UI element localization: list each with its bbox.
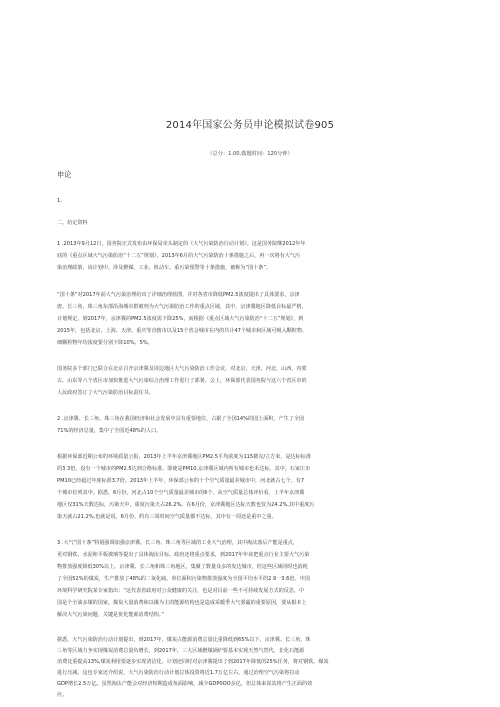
paragraph-line: 细颗粒物年均浓度要分别下降10%、5%。 bbox=[57, 340, 153, 346]
paragraph-line: 计划规定，到2017年，京津冀的PM2.5浓度需下降25%，而根据《重点区域大气污染防治“十二五”规划》，到 bbox=[57, 316, 304, 322]
paragraph-line: 染治理政策，该计划中，涉及燃煤、工业、机动车、重污染预警等十条措施，被称为“国十条”。 bbox=[57, 265, 272, 271]
question-number: 1. bbox=[57, 198, 62, 204]
paragraph-line: 71%的经济总量，集中了全国近48%的人口。 bbox=[57, 428, 162, 434]
paragraph-line: 1 .2013年9月12日，国务院正式发布由环保局牵头制定的《大气污染防治行动计划》。这是国务院继2012年年 bbox=[57, 241, 306, 247]
section-heading: 申论 bbox=[57, 170, 72, 179]
paragraph-line: 的3.3倍，没有一个城市的PM2.5达到合格标准。即使是PM10,京津冀区域内所有城市也未达标。其中，石家庄市 bbox=[57, 466, 311, 472]
paragraph-line: 2015年，包括北京、上海、天津、重庆等直辖市以及15个省会城市在内的共计47个城市和区域可吸入颗粒物、 bbox=[57, 328, 308, 334]
exam-meta: （总分：1.00,做题时间：120分钟） bbox=[207, 151, 293, 157]
paragraph-line: 环境科学研究院某专家指出：“这代表省政府对公众健康的关注，也是对目前一些不可持续发展方式的反思，中 bbox=[57, 588, 305, 594]
paragraph-line: 根据环保部近期公布的环境质量公报，2013年上半年京津冀地区PM2.5平均浓度为115微克/立方米，是达标标准 bbox=[57, 454, 311, 460]
paragraph-line: 国是个全油多煤的国家，煤炭大量消费和以煤为主的能源结构也是造成采暖季大气雾霾的重要原因，要从根本上 bbox=[57, 600, 307, 606]
paragraph-line: 人民政府签订了大气污染防治目标责任书。 bbox=[57, 390, 154, 396]
paragraph-line: 更对钢铁、水泥和平板玻璃等提出了具体淘汰目标。政府还将重点要求，到2017年年底把重点行业主要大气污染 bbox=[57, 552, 310, 558]
paragraph-line: 解决大气污染问题，关键是优化能源消费结构。” bbox=[57, 612, 165, 618]
document-title: 2014年国家公务员申论模拟试卷905 bbox=[165, 120, 335, 131]
paragraph-line: 染天就占21.2%,也就是说，6月份，约有三周时间空气质量都不达标，其中有一周还是重中之重。 bbox=[57, 514, 277, 520]
paragraph-line: 应。 bbox=[57, 692, 68, 698]
paragraph-line: 底的《重点区域大气污染防治“十二五”规划》，2013年6月的大气污染防治十条措施之后，再一次将有大气污 bbox=[57, 253, 301, 259]
paragraph-line: 个城市位列其中。据悉，6月份，河北占10个空气质量最差城市的6个，从空气质量总体评价看，上半年京津冀 bbox=[57, 490, 305, 496]
paragraph-line: 物排放强度降低30%以上，京津冀、长三角和珠三角地区，集聚了数量众多的发达城市，但这些区域同时也消耗 bbox=[57, 564, 308, 570]
paragraph-line: 国务院多个部门已联合在北京召开京津冀及周边地区大气污染防治工作会议，对北京、天津、河北、山西、内蒙 bbox=[57, 366, 307, 372]
paragraph-line: 唐、长三角、珠三角东部沿海城市群被列为大气污染防治工作的重点区域，其中，京津冀地区降低目标最严格， bbox=[57, 304, 307, 310]
paragraph-line: 地区仅31%天数达标，污染天中，重度污染天占26.2%。在6月份，京津冀地区达标天数也仅为24.2%,其中重度污 bbox=[57, 502, 315, 508]
paragraph-line: 消费比重提高13%,煤炭利用要逐步实现清洁化。计划还同时对京津冀提出了到2017年降低的25%任务，将对钢铁、煤炭 bbox=[57, 659, 329, 665]
given-material-title: 二、给定资料 bbox=[57, 220, 88, 226]
paragraph-line: 3 .大气“国十条”特别强调加强京津冀、长三角、珠三角等区域的工业大气治理，其中淘汰落后产能是重点， bbox=[57, 540, 298, 546]
paragraph-line: 三角等区域力争实现煤炭消费总量负增长，到2017年，三大区域燃煤锅炉要基本实现天然气替代，非化石能源 bbox=[57, 648, 305, 654]
paragraph-line: “国十条”对2017年前大气污染治理给出了详细治理蓝图，并对各省市降低PM2.5浓度提出了具体要求，京津 bbox=[57, 292, 300, 298]
paragraph-line: PM10已经超过年度标准3.7倍。2013年上半年，环保部公布的十个空气质量最差城市中，河北就占七个。有7 bbox=[57, 478, 305, 484]
paragraph-line: 2 .京津冀、长三角、珠三角在我国经济和社会发展中具有重要地位，占据了全国14%的国土面积，产生了全国 bbox=[57, 416, 305, 422]
paragraph-line: 进行压减。这包专家还介绍说，大气污染防治行动计划总体投资将近1.7万亿左右，通过治理空气污染将拉动 bbox=[57, 670, 300, 676]
paragraph-line: 据悉，大气污染防治行动计划提出，到2017年，煤炭占能源消费总量比重降低到65%以下，京津冀、长三角、珠 bbox=[57, 637, 311, 643]
paragraph-line: 古、山东等六个省区市加快推进大气污染综合治理工作进行了部署。会上，环保部代表国务院与这六个省区市的 bbox=[57, 378, 307, 384]
paragraph-line: GDP增长2.5万亿。虽然淘汰产能会对经济短期造成负面影响，减少GDP0OO多亿，但总体来说其将产生正面的效 bbox=[57, 681, 313, 687]
paragraph-line: 了全国52%的煤炭，生产排放了48%的二氧化硫，单位面积污染物排放强度为全国平均水平的2.9一3.6倍。中国 bbox=[57, 576, 310, 582]
